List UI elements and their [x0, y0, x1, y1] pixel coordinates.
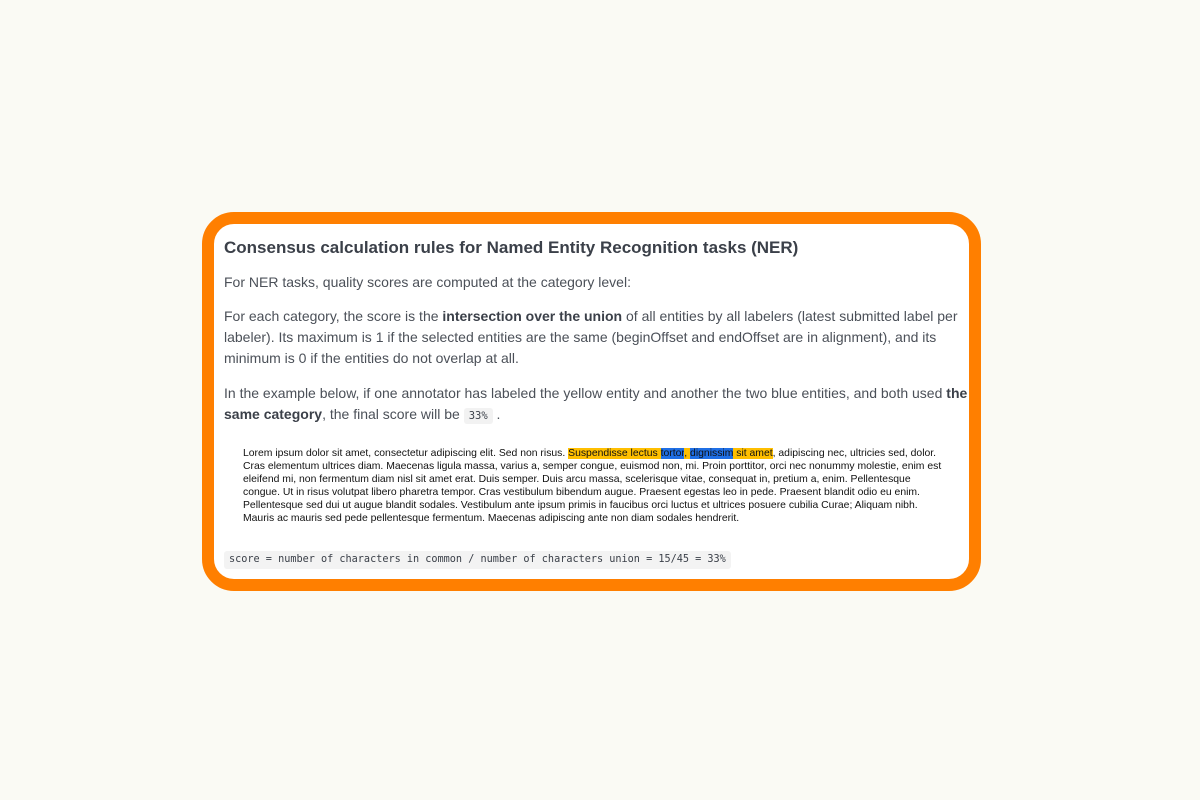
example-paragraph	[224, 383, 969, 427]
example-text-middle: , the final score will be	[322, 406, 464, 422]
ner-rules-card	[202, 212, 981, 591]
section-title: Consensus calculation rules for Named Entity Recognition tasks (NER)	[224, 238, 799, 257]
example-text-before: In the example below, if one annotator has labeled the yellow entity and another the two blue entities, and both used	[224, 385, 947, 401]
sample-text-after: , adipiscing nec, ultricies sed, dolor. Cras elementum ultrices diam. Maecenas ligula massa, varius a, semper congue, euismod non, mi. Proin porttitor, orci nec nonummy molestie, enim est eleifend mi, non fermentum diam nisl sit amet erat. Duis semper. Duis arcu massa, scelerisque vitae, consequat in, pretium a, enim. Pellentesque congue. Ut in risus volutpat libero pharetra tempor. Cras vestibulum bibendum augue. Praesent egestas leo in pede. Praesent blandit odio eu enim. Pellentesque sed dui ut augue blandit sodales. Vestibulum ante ipsum primis in faucibus orci luctus et ultrices posuere cubilia Curae; Aliquam nibh. Mauris ac mauris sed pede pellentesque fermentum. Maecenas adipiscing ante non diam sodales hendrerit.	[243, 448, 942, 524]
scoring-text-after: of all entities by all labelers (latest submitted label per labeler). Its maximum is 1 if the selected entities are the same (beginOffset and endOffset are in alignment), and its minimum is 0 if the entities do not overlap at all.	[224, 308, 958, 366]
yellow-entity-part-2: ,	[684, 448, 691, 459]
blue-entity-1: tortor	[660, 448, 685, 459]
score-code-inline: 33%	[464, 408, 493, 424]
yellow-entity-part-3: sit amet	[733, 448, 773, 459]
scoring-bold-term: intersection over the union	[442, 308, 623, 324]
scoring-text-before: For each category, the score is the	[224, 308, 443, 324]
yellow-entity-part-1: Suspendisse lectus	[568, 448, 661, 459]
sample-text-before: Lorem ipsum dolor sit amet, consectetur adipiscing elit. Sed non risus.	[243, 448, 569, 459]
score-formula: score = number of characters in common / number of characters union = 15/45 = 33%	[224, 551, 731, 569]
sample-annotated-text	[243, 447, 943, 525]
blue-entity-2: dignissim	[690, 448, 734, 459]
example-text-after: .	[492, 406, 501, 422]
scoring-paragraph	[224, 306, 969, 369]
intro-paragraph: For NER tasks, quality scores are computed at the category level:	[224, 274, 631, 290]
example-bold-term: the same category	[224, 385, 968, 422]
